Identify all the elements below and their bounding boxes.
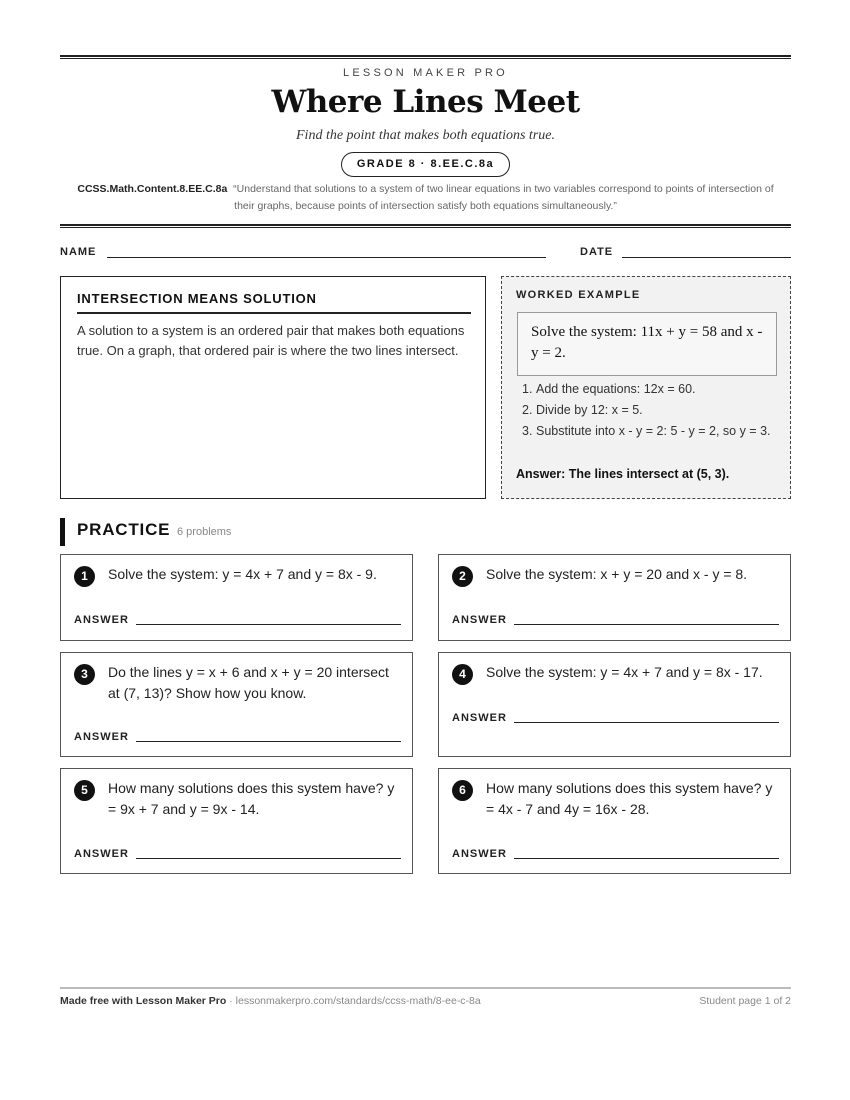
problem-text: How many solutions does this system have? y = 9x + 7 and y = 9x - 14. [108, 780, 395, 817]
header-bottom-rule [60, 224, 791, 228]
problem-number: 3 [74, 664, 95, 685]
worked-example-label: WORKED EXAMPLE [516, 289, 641, 301]
problem-card [60, 554, 413, 641]
name-label: NAME [60, 246, 97, 258]
answer-field[interactable] [136, 858, 401, 859]
problem-number: 6 [452, 780, 473, 801]
worked-example-problem: Solve the system: 11x + y = 58 and x - y = 2. [517, 312, 777, 376]
standard-description [70, 181, 781, 215]
step-text: Add the equations: 12x = 60. [536, 382, 696, 396]
standard-code: CCSS.Math.Content.8.EE.C.8a [77, 183, 228, 195]
concept-title: INTERSECTION MEANS SOLUTION [77, 291, 471, 314]
problem-text: Do the lines y = x + 6 and x + y = 20 intersect at (7, 13)? Show how you know. [108, 664, 389, 701]
worksheet-page [60, 0, 791, 1100]
practice-title: PRACTICE [77, 520, 171, 539]
problem-card [438, 652, 791, 757]
answer-label: ANSWER [452, 614, 507, 626]
problem-card [60, 652, 413, 757]
practice-accent-bar [60, 518, 65, 546]
problem-number: 1 [74, 566, 95, 587]
page-title: Where Lines Meet [271, 84, 580, 120]
footer-credit [60, 995, 481, 1007]
concept-body: A solution to a system is an ordered pair that makes both equations true. On a graph, that ordered pair is where the two lines intersect. [77, 323, 465, 358]
problem-number: 2 [452, 566, 473, 587]
header-top-rule [60, 55, 791, 59]
problem-text: Solve the system: x + y = 20 and x - y = 8. [486, 566, 748, 582]
name-field[interactable] [107, 257, 546, 258]
practice-count: 6 problems [177, 526, 232, 538]
answer-field[interactable] [136, 741, 401, 742]
page-subtitle: Find the point that makes both equations true. [296, 128, 555, 143]
answer-field[interactable] [514, 624, 779, 625]
footer-rule [60, 987, 791, 989]
grade-badge: GRADE 8 · 8.EE.C.8a [341, 152, 510, 177]
problem-card [438, 768, 791, 874]
answer-label: ANSWER [74, 731, 129, 743]
date-field[interactable] [622, 257, 791, 258]
answer-label: ANSWER [452, 712, 507, 724]
answer-label: ANSWER [74, 848, 129, 860]
step-text: Substitute into x - y = 2: 5 - y = 2, so y = 3. [536, 424, 771, 438]
problem-text: Solve the system: y = 4x + 7 and y = 8x - 9. [108, 566, 377, 582]
problem-number: 5 [74, 780, 95, 801]
problem-number: 4 [452, 664, 473, 685]
problem-text: Solve the system: y = 4x + 7 and y = 8x - 17. [486, 664, 763, 680]
answer-field[interactable] [136, 624, 401, 625]
standard-text: “Understand that solutions to a system of two linear equations in two variables correspond to points of intersection of their graphs, because points of intersection satisfy both equations simultaneously.” [233, 183, 774, 212]
date-label: DATE [580, 246, 614, 258]
concept-box [60, 276, 486, 499]
step-item: 1. Add the equations: 12x = 60. [522, 382, 696, 396]
worked-example-box [501, 276, 791, 499]
problem-card [438, 554, 791, 641]
footer-page-number: Student page 1 of 2 [699, 995, 791, 1007]
step-item: 3. Substitute into x - y = 2: 5 - y = 2, so y = 3. [522, 424, 771, 438]
answer-label: ANSWER [74, 614, 129, 626]
step-item: 2. Divide by 12: x = 5. [522, 403, 643, 417]
answer-label: ANSWER [452, 848, 507, 860]
problem-text: How many solutions does this system have? y = 4x - 7 and 4y = 16x - 28. [486, 780, 773, 817]
answer-field[interactable] [514, 858, 779, 859]
footer-url[interactable]: · lessonmakerpro.com/standards/ccss-math/8-ee-c-8a [226, 995, 481, 1007]
step-text: Divide by 12: x = 5. [536, 403, 643, 417]
worked-example-steps [516, 379, 781, 442]
footer-made-with: Made free with Lesson Maker Pro [60, 995, 227, 1007]
problem-card [60, 768, 413, 874]
answer-field[interactable] [514, 722, 779, 723]
worked-example-answer: Answer: The lines intersect at (5, 3). [516, 467, 730, 481]
brand-name: LESSON MAKER PRO [343, 67, 508, 79]
